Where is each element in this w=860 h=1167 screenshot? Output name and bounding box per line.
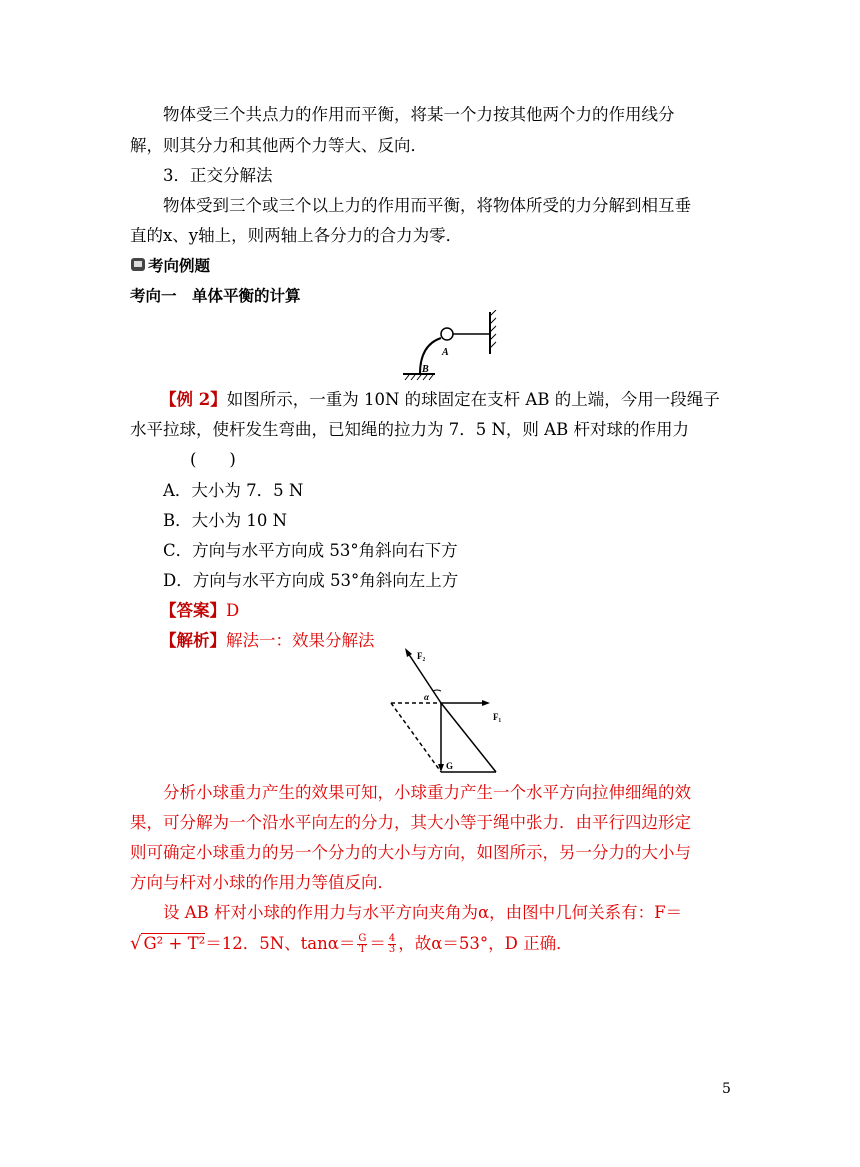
fraction-numerator: 4 — [388, 933, 396, 944]
sqrt-icon: √ — [130, 933, 142, 954]
example-tag: 【例 2】 — [160, 390, 227, 409]
solution-tag: 【解析】 — [160, 631, 226, 650]
force-diagram — [385, 645, 510, 775]
rod-ball-figure — [395, 310, 505, 385]
label-g: G — [446, 761, 454, 771]
fraction-g-t — [357, 934, 367, 955]
label-alpha: α — [424, 692, 429, 702]
fraction-numerator: G — [358, 933, 367, 944]
answer-value: D — [226, 601, 240, 620]
formula-mid: ＝12．5N、tanα＝ — [205, 934, 356, 953]
subheading: 3．正交分解法 — [163, 166, 273, 185]
section-heading-text: 考向例题 — [148, 257, 211, 275]
formula-eq: ＝ — [369, 934, 386, 953]
example-text: 如图所示，一重为 10N 的球固定在支杆 AB 的上端，今用一段绳子 — [226, 390, 720, 409]
sqrt-radicand: G² + T² — [143, 934, 206, 953]
fraction-4-3 — [388, 934, 396, 955]
label-f1: F₁ — [493, 712, 502, 722]
example-line: 水平拉球，使杆发生弯曲，已知绳的拉力为 7．5 N，则 AB 杆对球的作用力 — [130, 420, 689, 439]
fraction-denominator: T — [359, 944, 366, 955]
section-heading — [130, 256, 730, 276]
answer-tag: 【答案】 — [160, 601, 226, 620]
option-b: B．大小为 10 N — [163, 511, 288, 530]
answer-line — [160, 601, 760, 621]
paragraph-line: 物体受三个共点力的作用而平衡，将某一个力按其他两个力的作用线分 — [163, 105, 675, 124]
option-d: D．方向与水平方向成 53°角斜向左上方 — [163, 571, 459, 590]
paragraph-line: 解，则其分力和其他两个力等大、反向． — [130, 136, 427, 155]
option-a: A．大小为 7．5 N — [163, 481, 304, 500]
paragraph-line: 物体受到三个或三个以上力的作用而平衡，将物体所受的力分解到相互垂 — [163, 196, 691, 215]
example-line — [160, 390, 760, 410]
label-a: A — [442, 347, 449, 358]
kaoxiang-heading: 考向一 单体平衡的计算 — [130, 287, 301, 305]
formula-tail: ，故α＝53°，D 正确． — [398, 934, 573, 953]
solution-method: 解法一：效果分解法 — [226, 631, 375, 650]
formula-line — [130, 933, 730, 955]
book-icon — [130, 256, 148, 274]
label-b: B — [422, 364, 429, 375]
option-c: C．方向与水平方向成 53°角斜向右下方 — [163, 541, 458, 560]
analysis-line: 果，可分解为一个沿水平向左的分力，其大小等于绳中张力．由平行四边形定 — [130, 813, 691, 832]
analysis-line: 分析小球重力产生的效果可知，小球重力产生一个水平方向拉伸细绳的效 — [163, 783, 691, 802]
analysis-line: 设 AB 杆对小球的作用力与水平方向夹角为α，由图中几何关系有：F＝ — [163, 903, 683, 922]
fraction-denominator: 3 — [388, 944, 396, 955]
analysis-line: 方向与杆对小球的作用力等值反向． — [130, 873, 394, 892]
page-number: 5 — [722, 1081, 731, 1097]
paragraph-line: 直的x、y轴上，则两轴上各分力的合力为零． — [130, 226, 463, 245]
answer-paren: ( ) — [190, 450, 236, 469]
analysis-line: 则可确定小球重力的另一个分力的大小与方向，如图所示，另一分力的大小与 — [130, 843, 691, 862]
label-f2: F₂ — [417, 651, 426, 661]
